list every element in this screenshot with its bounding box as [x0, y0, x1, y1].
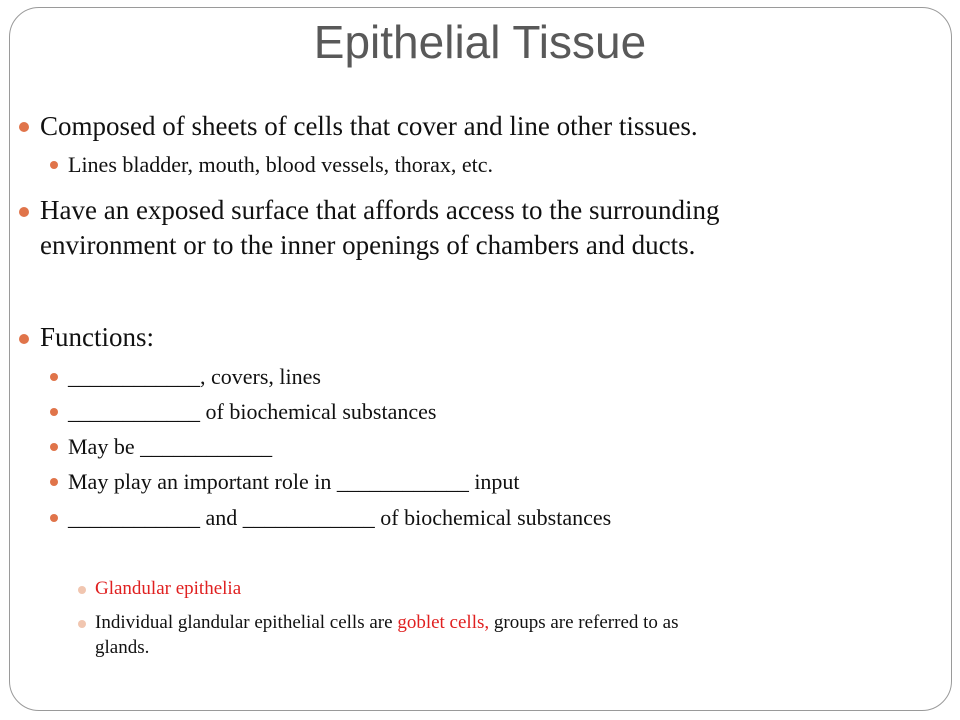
bullet-dot [19, 207, 29, 217]
bullet-exposed-line1: Have an exposed surface that affords access to the surrounding [40, 195, 720, 225]
sub-bullet-dot [50, 478, 58, 486]
glandular-text-part3: groups are referred to as [489, 612, 679, 633]
sub-bullet-dot [50, 408, 58, 416]
bullet-functions: Functions: [40, 322, 155, 352]
sub-bullet-lines: Lines bladder, mouth, blood vessels, thorax, etc. [68, 152, 493, 177]
glandular-description-line2: glands. [95, 637, 150, 658]
sub-sub-bullet-dot [78, 586, 86, 594]
slide-title: Epithelial Tissue [313, 16, 647, 68]
sub-bullet-dot [50, 373, 58, 381]
sub-bullet-dot [50, 443, 58, 451]
bullet-dot [19, 334, 29, 344]
sub-bullet-dot [50, 161, 58, 169]
function-item-2: ____________ of biochemical substances [68, 399, 437, 424]
bullet-exposed-line2: environment or to the inner openings of chambers and ducts. [40, 230, 696, 260]
sub-sub-bullet-dot [78, 620, 86, 628]
goblet-cells-highlight: goblet cells, [397, 612, 490, 633]
glandular-epithelia-label: Glandular epithelia [95, 578, 242, 599]
glandular-text-part1: Individual glandular epithelial cells are [95, 612, 398, 633]
function-item-1: ____________, covers, lines [68, 364, 321, 389]
function-item-5: ____________ and ____________ of biochemical substances [68, 505, 612, 530]
glandular-description [95, 611, 915, 635]
bullet-composed: Composed of sheets of cells that cover and line other tissues. [40, 111, 698, 141]
function-item-3: May be ____________ [68, 434, 273, 459]
function-item-4: May play an important role in ____________ input [68, 469, 520, 494]
sub-bullet-dot [50, 514, 58, 522]
bullet-dot [19, 122, 29, 132]
